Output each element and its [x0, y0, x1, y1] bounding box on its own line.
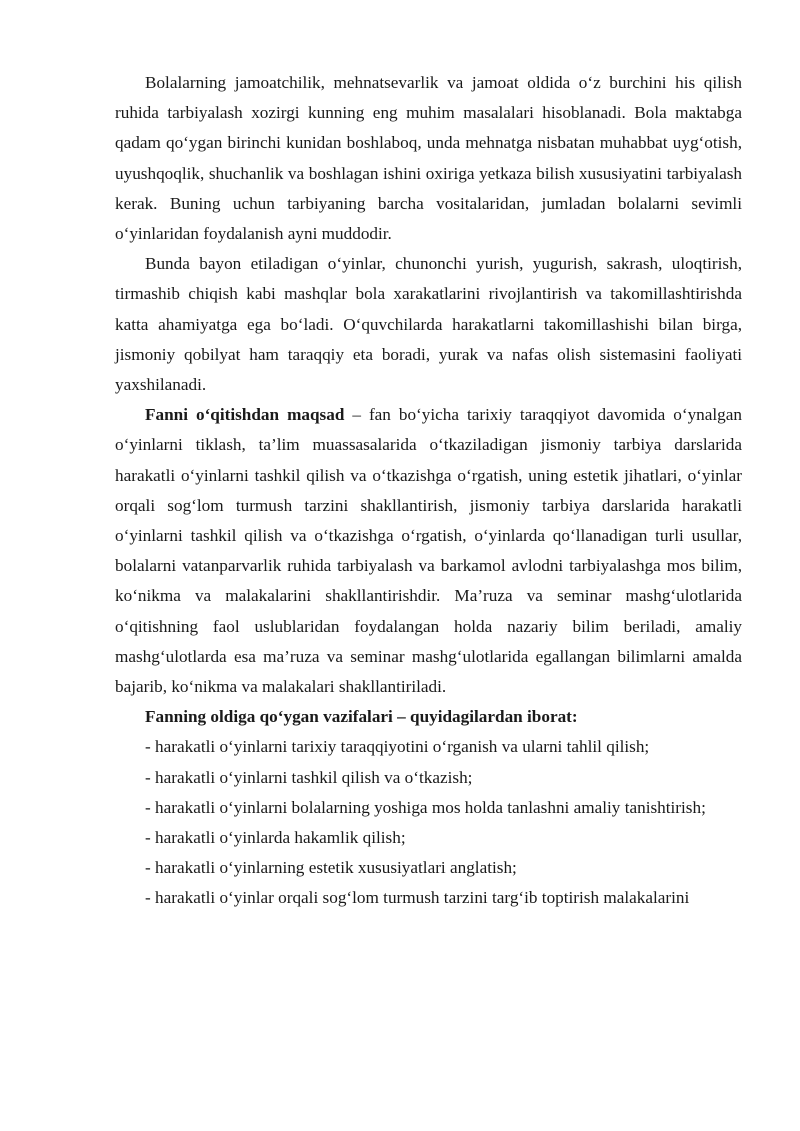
task-item: - harakatli o‘yinlarda hakamlik qilish;: [145, 828, 406, 848]
paragraph-intro: Bolalarning jamoatchilik, mehnatsevarlik va jamoat oldida o‘z burchini his qilish ruhida tarbiyalash xozirgi kunning eng muhim masalalari hisoblanadi. Bola maktabga qadam qo‘ygan birinchi kunidan boshlaboq, unda mehnatga nisbatan muhabbat uyg‘otish, uyushqoqlik, shuchanlik va boshlagan ishini oxiriga yetkaza bilish xususiyatini tarbiyalash kerak. Buning uchun tarbiyaning barcha vositalaridan, jumladan bolalarni sevimli o‘yinlaridan foydalanish ayni muddodir.: [115, 73, 742, 244]
goal-term: Fanni o‘qitishdan maqsad: [145, 405, 345, 425]
tasks-heading: Fanning oldiga qo‘ygan vazifalari – quyidagilardan iborat:: [145, 707, 578, 727]
document-page: [115, 68, 742, 914]
task-item: - harakatli o‘yinlar orqali sog‘lom turmush tarzini targ‘ib toptirish malakalarini: [145, 888, 690, 908]
paragraph-goal: [115, 400, 742, 702]
goal-text: – fan bo‘yicha tarixiy taraqqiyot davomida o‘ynalgan o‘yinlarni tiklash, ta’lim muassasalarida o‘tkaziladigan jismoniy tarbiya darslarida harakatli o‘yinlarni tashkil qilish va o‘tkazishga o‘rgatish, uning estetik jihatlari, o‘yinlar orqali sog‘lom turmush tarzini shakllantirish, jismoniy tarbiya darslarida harakatli o‘yinlarni tashkil qilish va o‘tkazishga o‘rgatish, o‘yinlarda qo‘llanadigan turli usullar, bolalarni vatanparvarlik ruhida tarbiyalash va barkamol avlodni tarbiyalashga mos bilim, ko‘nikma va malakalarini shakllantirishdir. Ma’ruza va seminar mashg‘ulotlarida o‘qitishning faol uslublaridan foydalangan holda nazariy bilim beriladi, amaliy mashg‘ulotlarda esa ma’ruza va seminar mashg‘ulotlarida egallangan bilimlarni amalda bajarib, ko‘nikma va malakalari shakllantiriladi.: [115, 405, 742, 697]
paragraph-games: Bunda bayon etiladigan o‘yinlar, chunonchi yurish, yugurish, sakrash, uloqtirish, tirmashib chiqish kabi mashqlar bola xarakatlarini rivojlantirish va takomillashtirishda katta ahamiyatga ega bo‘ladi. O‘quvchilarda harakatlarni takomillashishi bilan birga, jismoniy qobilyat ham taraqqiy eta boradi, yurak va nafas olish sistemasini faoliyati yaxshilanadi.: [115, 254, 742, 395]
task-item: - harakatli o‘yinlarni bolalarning yoshiga mos holda tanlashni amaliy tanishtirish;: [145, 797, 706, 817]
task-item: - harakatli o‘yinlarning estetik xususiyatlari anglatish;: [145, 858, 517, 878]
task-item: - harakatli o‘yinlarni tashkil qilish va o‘tkazish;: [145, 767, 473, 787]
task-item: - harakatli o‘yinlarni tarixiy taraqqiyotini o‘rganish va ularni tahlil qilish;: [145, 737, 650, 757]
